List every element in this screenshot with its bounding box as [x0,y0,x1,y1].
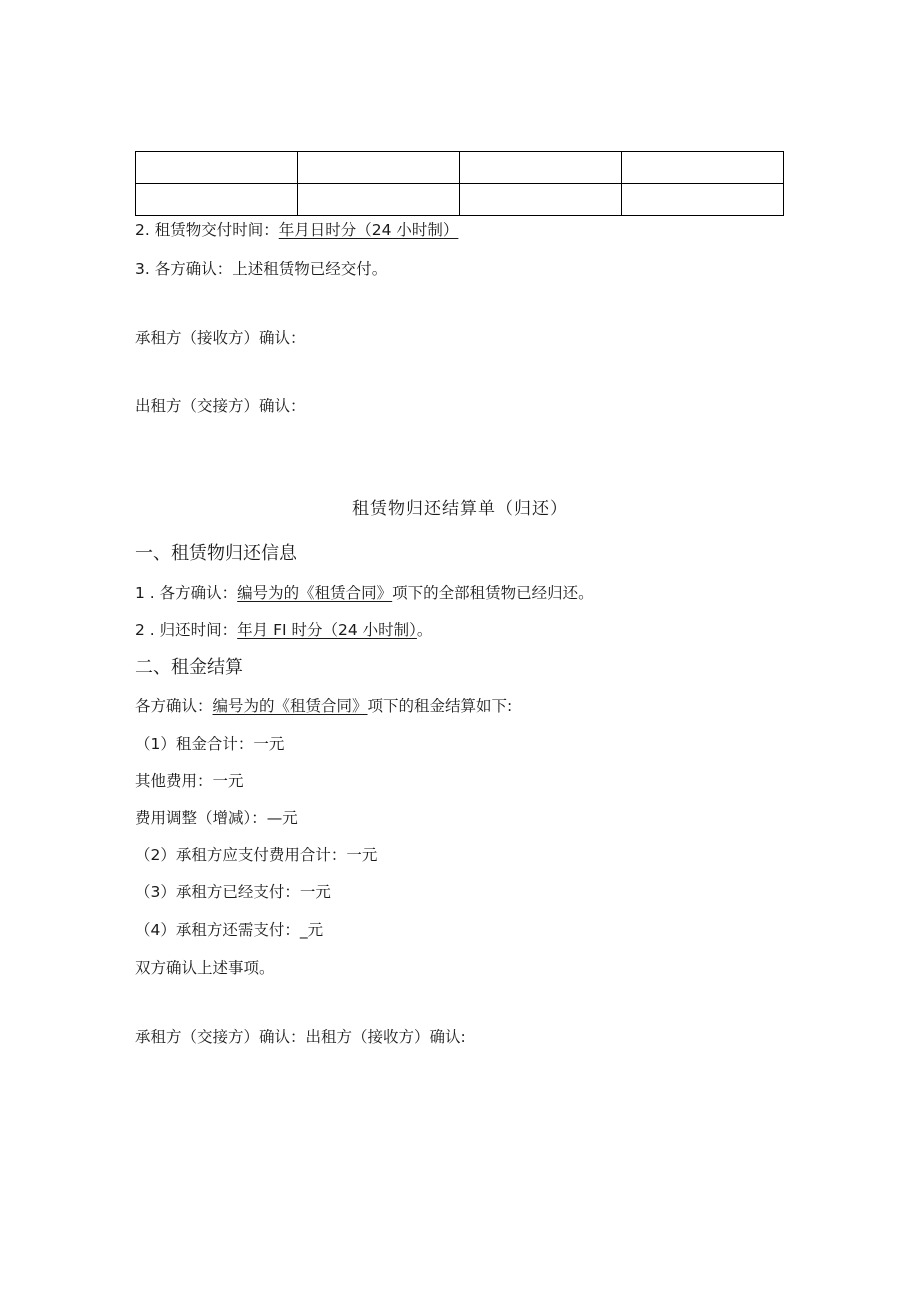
settlement-line-remaining: （4）承租方还需支付：_元 [135,921,324,939]
table-row [136,184,784,216]
table-cell [298,184,460,216]
delivery-confirm: 3. 各方确认：上述租赁物已经交付。 [135,260,388,278]
settlement-intro [135,696,512,716]
return-item-1 [135,583,594,603]
return-form-title: 租赁物归还结算单（归还） [352,499,568,519]
return-item-2-prefix: 2 . 归还时间： [135,621,238,639]
table-cell [136,152,298,184]
both-parties-confirm: 双方确认上述事项。 [135,959,275,977]
section2-heading: 二、租金结算 [135,657,243,678]
table-cell [136,184,298,216]
delivery-time-label: 2. 租赁物交付时间： [135,221,279,239]
lessor-confirm-line: 出租方（交接方）确认： [135,397,306,415]
return-item-2 [135,620,432,640]
table-cell [460,152,622,184]
delivery-time-value: 年月日时分（24 小时制） [278,221,459,239]
contract-reference: 编号为的《租赁合同》 [237,584,393,602]
lessee-confirm-line: 承租方（接收方）确认： [135,329,306,347]
table-cell [460,184,622,216]
table-row [136,152,784,184]
return-item-1-suffix: 项下的全部租赁物已经归还。 [392,584,594,602]
return-item-2-suffix: 。 [416,621,433,639]
return-item-1-prefix: 1 . 各方确认： [135,584,238,602]
table-cell [622,152,784,184]
settlement-intro-prefix: 各方确认： [135,697,213,715]
settlement-intro-suffix: 项下的租金结算如下: [367,697,513,715]
section1-heading: 一、租赁物归还信息 [135,543,297,564]
return-time-value: 年月 FI 时分（24 小时制） [237,621,417,639]
settlement-line-rent-total: （1）租金合计：一元 [135,735,285,753]
item-table [135,151,784,216]
contract-reference: 编号为的《租赁合同》 [212,697,368,715]
delivery-time-line [135,220,458,240]
table-cell [622,184,784,216]
table-cell [298,152,460,184]
settlement-line-paid: （3）承租方已经支付：一元 [135,883,331,901]
signature-line: 承租方（交接方）确认：出租方（接收方）确认: [135,1028,466,1046]
settlement-line-other-fees: 其他费用：一元 [135,772,244,790]
settlement-line-adjustment: 费用调整（增减）：—元 [135,809,298,827]
settlement-line-payable-total: （2）承租方应支付费用合计：一元 [135,846,378,864]
